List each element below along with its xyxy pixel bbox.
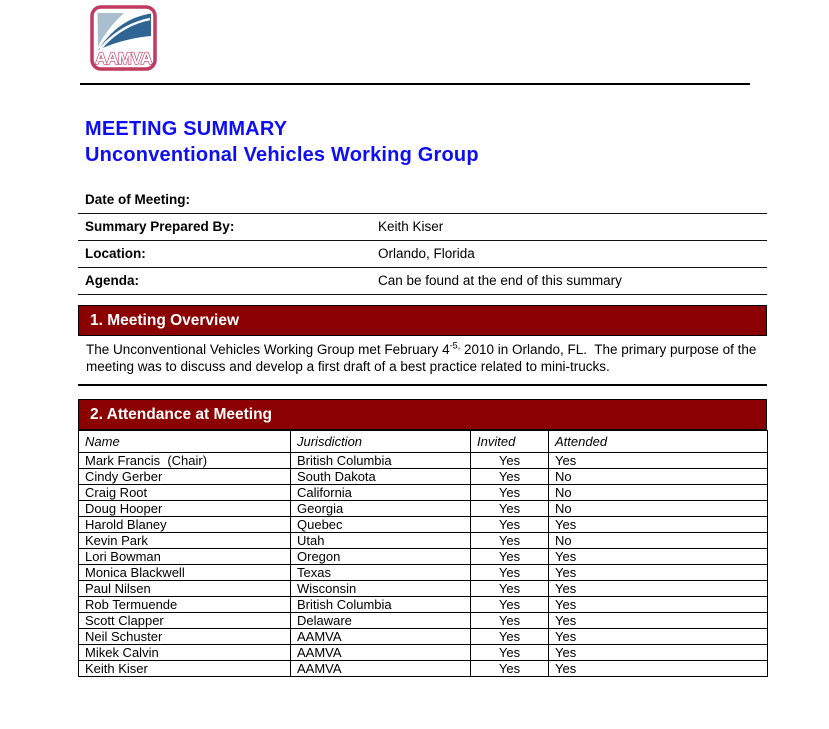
overview-superscript: -5,	[449, 340, 461, 351]
cell-name: Rob Termuende	[79, 597, 291, 613]
logo-text: AAMVA	[95, 50, 152, 68]
meta-row	[78, 187, 767, 214]
column-header-jurisdiction: Jurisdiction	[291, 431, 471, 453]
cell-jurisdiction: AAMVA	[291, 629, 471, 645]
page-subtitle: Unconventional Vehicles Working Group	[85, 144, 479, 166]
table-row	[79, 469, 768, 485]
meta-value: Orlando, Florida	[378, 246, 475, 261]
column-header-attended: Attended	[549, 431, 768, 453]
meta-label: Date of Meeting:	[85, 192, 191, 207]
cell-attended: Yes	[549, 565, 768, 581]
cell-attended: Yes	[549, 453, 768, 469]
cell-jurisdiction: AAMVA	[291, 661, 471, 677]
meta-table	[78, 187, 767, 295]
cell-name: Cindy Gerber	[79, 469, 291, 485]
meta-label: Location:	[85, 246, 146, 261]
meta-row	[78, 214, 767, 241]
cell-jurisdiction: Wisconsin	[291, 581, 471, 597]
cell-jurisdiction: Quebec	[291, 517, 471, 533]
column-header-invited: Invited	[471, 431, 549, 453]
section-2-title: 2. Attendance at Meeting	[90, 406, 273, 423]
cell-name: Scott Clapper	[79, 613, 291, 629]
cell-attended: No	[549, 485, 768, 501]
cell-jurisdiction: Texas	[291, 565, 471, 581]
cell-attended: No	[549, 533, 768, 549]
table-row	[79, 485, 768, 501]
cell-invited: Yes	[471, 533, 549, 549]
cell-attended: Yes	[549, 517, 768, 533]
cell-attended: Yes	[549, 581, 768, 597]
cell-attended: Yes	[549, 629, 768, 645]
cell-invited: Yes	[471, 613, 549, 629]
cell-attended: Yes	[549, 661, 768, 677]
cell-invited: Yes	[471, 581, 549, 597]
cell-name: Neil Schuster	[79, 629, 291, 645]
meta-value: Can be found at the end of this summary	[378, 273, 622, 288]
table-row	[79, 581, 768, 597]
table-row	[79, 533, 768, 549]
cell-name: Harold Blaney	[79, 517, 291, 533]
table-row	[79, 501, 768, 517]
meta-label: Agenda:	[85, 273, 139, 288]
column-header-name: Name	[79, 431, 291, 453]
table-row	[79, 613, 768, 629]
section-1-header	[78, 305, 767, 336]
cell-invited: Yes	[471, 517, 549, 533]
cell-name: Monica Blackwell	[79, 565, 291, 581]
cell-attended: No	[549, 469, 768, 485]
aamva-logo	[90, 5, 157, 71]
cell-invited: Yes	[471, 453, 549, 469]
section-2-header	[78, 399, 767, 430]
cell-name: Paul Nilsen	[79, 581, 291, 597]
table-row	[79, 453, 768, 469]
overview-text-start: The Unconventional Vehicles Working Group met February 4	[86, 342, 450, 357]
attendance-table	[78, 430, 768, 677]
cell-jurisdiction: Oregon	[291, 549, 471, 565]
cell-name: Keith Kiser	[79, 661, 291, 677]
aamva-logo-graphic	[90, 5, 157, 71]
cell-jurisdiction: South Dakota	[291, 469, 471, 485]
cell-invited: Yes	[471, 501, 549, 517]
page-title: MEETING SUMMARY	[85, 118, 288, 140]
cell-jurisdiction: California	[291, 485, 471, 501]
section-1-body	[78, 336, 767, 386]
cell-invited: Yes	[471, 645, 549, 661]
table-row	[79, 597, 768, 613]
table-row	[79, 517, 768, 533]
cell-name: Doug Hooper	[79, 501, 291, 517]
section-1-title: 1. Meeting Overview	[90, 312, 240, 329]
table-row	[79, 565, 768, 581]
cell-attended: Yes	[549, 613, 768, 629]
cell-invited: Yes	[471, 485, 549, 501]
cell-jurisdiction: Delaware	[291, 613, 471, 629]
document-content	[78, 116, 767, 677]
overview-text-end: 2010 in Orlando, FL. The primary purpose of the meeting was to discuss and develop a first draft of a best practice related to mini-trucks.	[86, 342, 761, 374]
cell-jurisdiction: Georgia	[291, 501, 471, 517]
cell-invited: Yes	[471, 629, 549, 645]
table-row	[79, 549, 768, 565]
table-row	[79, 629, 768, 645]
meta-value: Keith Kiser	[378, 219, 444, 234]
cell-name: Mikek Calvin	[79, 645, 291, 661]
cell-attended: Yes	[549, 645, 768, 661]
cell-invited: Yes	[471, 597, 549, 613]
cell-attended: Yes	[549, 597, 768, 613]
cell-invited: Yes	[471, 469, 549, 485]
cell-attended: No	[549, 501, 768, 517]
cell-jurisdiction: Utah	[291, 533, 471, 549]
cell-name: Kevin Park	[79, 533, 291, 549]
cell-name: Craig Root	[79, 485, 291, 501]
cell-invited: Yes	[471, 549, 549, 565]
attendance-header-row	[79, 431, 768, 453]
meta-row	[78, 241, 767, 268]
cell-jurisdiction: British Columbia	[291, 453, 471, 469]
table-row	[79, 645, 768, 661]
cell-invited: Yes	[471, 565, 549, 581]
cell-invited: Yes	[471, 661, 549, 677]
meta-row	[78, 268, 767, 295]
cell-name: Mark Francis (Chair)	[79, 453, 291, 469]
table-row	[79, 661, 768, 677]
header-divider	[80, 83, 750, 85]
cell-attended: Yes	[549, 549, 768, 565]
meta-label: Summary Prepared By:	[85, 219, 235, 234]
cell-jurisdiction: British Columbia	[291, 597, 471, 613]
cell-jurisdiction: AAMVA	[291, 645, 471, 661]
cell-name: Lori Bowman	[79, 549, 291, 565]
